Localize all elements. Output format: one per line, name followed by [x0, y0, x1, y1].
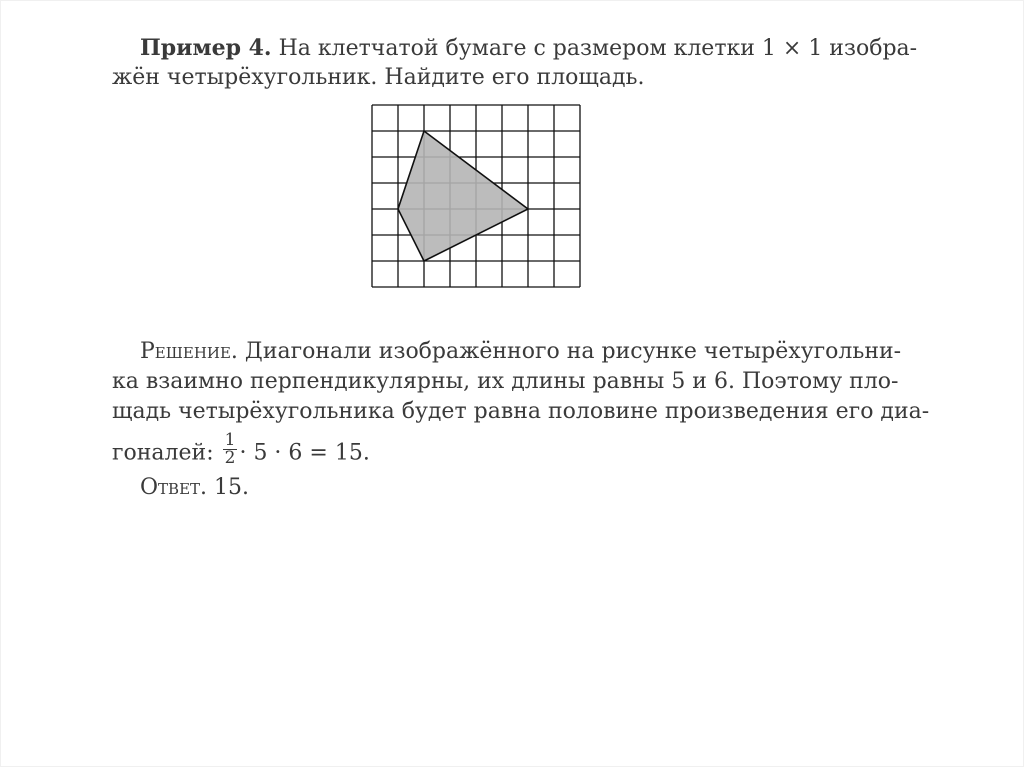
solution-label: Решение.	[140, 339, 238, 364]
example-line-2: жён четырёхугольник. Найдите его площадь.	[112, 65, 645, 90]
quadrilateral	[398, 131, 528, 261]
solution-line-1	[140, 337, 901, 367]
answer-label: Ответ.	[140, 475, 208, 500]
fraction-one-half	[223, 432, 238, 467]
solution-line-4	[112, 430, 370, 471]
answer-value: 15.	[207, 475, 249, 500]
example-text-1: На клетчатой бумаге с размером клетки 1 × 1 изобра-	[278, 36, 918, 61]
solution-text-1: Диагонали изображённого на рисунке четырёхугольни-	[237, 339, 902, 364]
fraction-numerator: 1	[224, 430, 236, 450]
grid-figure	[371, 104, 583, 288]
solution-line-3: щадь четырёхугольника будет равна половине произведения его диа-	[112, 399, 930, 424]
solution-line-4-start: гоналей:	[112, 440, 214, 466]
example-line-1	[140, 33, 917, 64]
fraction-denominator: 2	[224, 448, 236, 468]
example-label: Пример 4.	[140, 35, 272, 61]
answer-line	[140, 473, 249, 503]
solution-line-2: ка взаимно перпендикулярны, их длины равны 5 и 6. Поэтому пло-	[112, 369, 899, 394]
solution-line-4-end: · 5 · 6 = 15.	[239, 440, 370, 466]
